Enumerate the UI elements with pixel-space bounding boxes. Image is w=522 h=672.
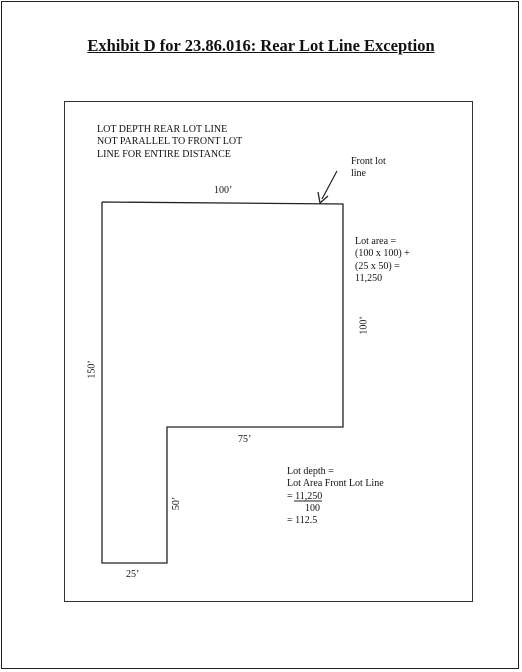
- lot-depth-heading: Lot depth =: [287, 466, 334, 477]
- lot-area-calc: [355, 236, 410, 285]
- note-line: LOT DEPTH REAR LOT LINE: [97, 124, 228, 135]
- lot-depth-result: = 112.5: [287, 515, 318, 527]
- lot-area-line: 11,250: [355, 272, 383, 284]
- top-dimension-label: 100’: [214, 185, 233, 196]
- lot-depth-numerator: = 11,250: [287, 490, 323, 502]
- lot-area-line: (100 x 100) +: [355, 248, 410, 260]
- exhibit-title: Exhibit D for 23.86.016: Rear Lot Line Exception: [87, 36, 435, 55]
- lot-area-line: (25 x 50) =: [355, 260, 400, 272]
- lot-depth-calc: [287, 466, 384, 527]
- note-line: LINE FOR ENTIRE DISTANCE: [97, 148, 231, 160]
- callout-line: Front lot: [351, 156, 386, 167]
- lot-area-line: Lot area =: [355, 236, 397, 247]
- diagram-note: [97, 124, 242, 161]
- notch-vertical-label: 50’: [171, 496, 183, 511]
- bottom-dimension-label: 25’: [126, 569, 140, 580]
- front-lot-line-callout: [351, 156, 386, 181]
- notch-horizontal-label: 75’: [238, 434, 252, 445]
- left-dimension-label: 150’: [86, 360, 98, 379]
- lot-depth-formula: Lot Area Front Lot Line: [287, 478, 384, 490]
- callout-line: line: [351, 168, 366, 180]
- callout-arrow-line: [322, 171, 337, 199]
- lot-depth-denominator: 100: [305, 502, 320, 514]
- right-dimension-label: 100’: [358, 316, 370, 335]
- note-line: NOT PARALLEL TO FRONT LOT: [97, 136, 243, 148]
